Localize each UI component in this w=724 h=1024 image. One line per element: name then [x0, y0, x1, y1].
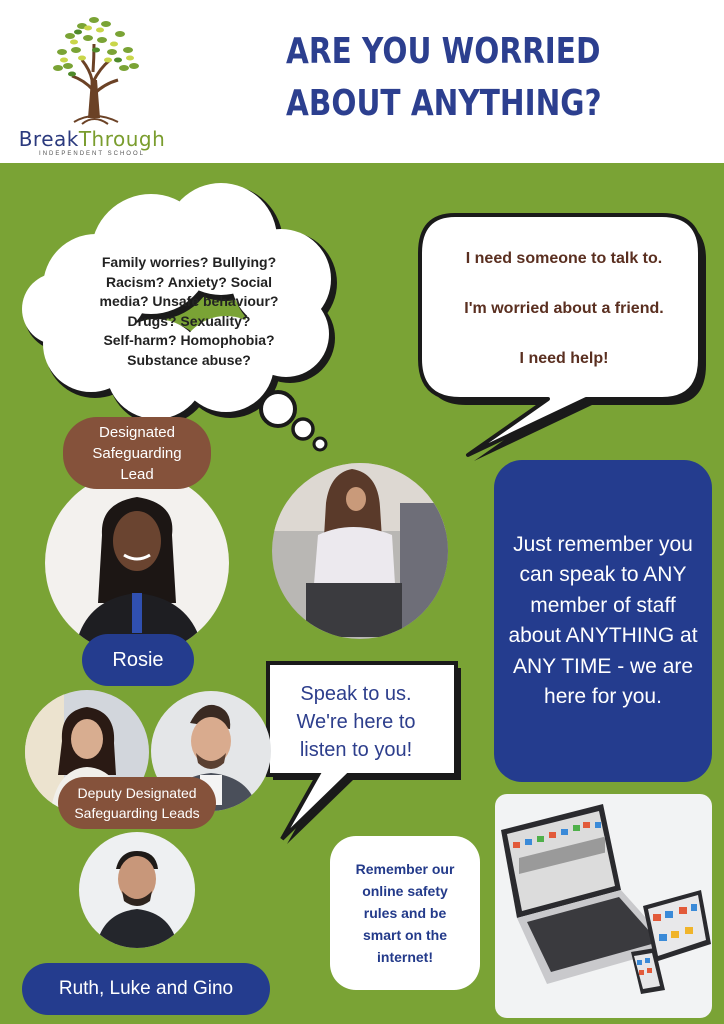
online-safety-line: internet! [377, 949, 433, 965]
online-safety-line: smart on the [362, 927, 447, 943]
tree-logo-icon [44, 10, 148, 128]
speak-line: We're here to [296, 711, 416, 733]
thought-line: Family worries? Bullying? [101, 254, 277, 270]
logo-through-text: Through [78, 127, 166, 151]
page-title-line-1: ARE YOU WORRIED [286, 31, 601, 72]
online-safety-line: online safety [362, 883, 448, 899]
thought-line: Drugs? Sexuality? [127, 312, 251, 329]
thought-cloud-text [78, 253, 300, 370]
speak-line: Speak to us. [300, 683, 412, 705]
lead-name-badge [82, 634, 194, 686]
rosie-photo [44, 471, 230, 657]
thought-line: media? Unsafe behaviour? [99, 293, 279, 309]
speech-line: I'm worried about a friend. [464, 300, 664, 317]
online-safety-line: rules and be [363, 905, 447, 921]
lead-label-line: Designated [99, 423, 175, 441]
speech-line: I need someone to talk to. [465, 250, 663, 267]
deputy-label-line: Safeguarding Leads [74, 805, 200, 821]
lead-name: Rosie [112, 648, 164, 671]
thought-line: Self-harm? Homophobia? [103, 332, 275, 348]
deputy-names-badge [22, 963, 270, 1015]
speak-bubble-text [270, 680, 442, 764]
logo-break-text: Break [18, 127, 79, 151]
deputy-label-badge [58, 777, 216, 829]
deputy-names: Ruth, Luke and Gino [58, 978, 234, 999]
logo-subtitle: INDEPENDENT SCHOOL [39, 151, 145, 157]
online-safety-line: Remember our [355, 861, 455, 877]
thought-dot-medium [293, 419, 313, 439]
thought-dot-small [314, 438, 326, 450]
speech-bubble-text [428, 248, 700, 398]
page-title-line-2: ABOUT ANYTHING? [286, 83, 602, 124]
page-title [286, 26, 630, 130]
remember-message-box [494, 460, 712, 782]
header [0, 0, 724, 163]
devices-photo [495, 794, 712, 1018]
gino-photo [79, 832, 195, 948]
logo-wordmark [12, 128, 172, 157]
speech-line: I need help! [519, 350, 609, 367]
thought-dot-large [261, 392, 295, 426]
lead-label-line: Lead [120, 465, 154, 483]
lead-label-line: Safeguarding [92, 444, 182, 462]
remember-message-text: Just remember you can speak to ANY member of staff about ANYTHING at ANY TIME - we are here for you. [508, 532, 698, 708]
devices-illustration [495, 794, 712, 1018]
lead-label-badge [63, 417, 211, 489]
worried-girl-photo [270, 461, 450, 643]
speak-line: listen to you! [299, 739, 413, 761]
deputy-label-line: Deputy Designated [77, 785, 197, 801]
thought-line: Substance abuse? [127, 351, 251, 368]
thought-line: Racism? Anxiety? Social [106, 273, 272, 290]
online-safety-box [330, 836, 480, 990]
